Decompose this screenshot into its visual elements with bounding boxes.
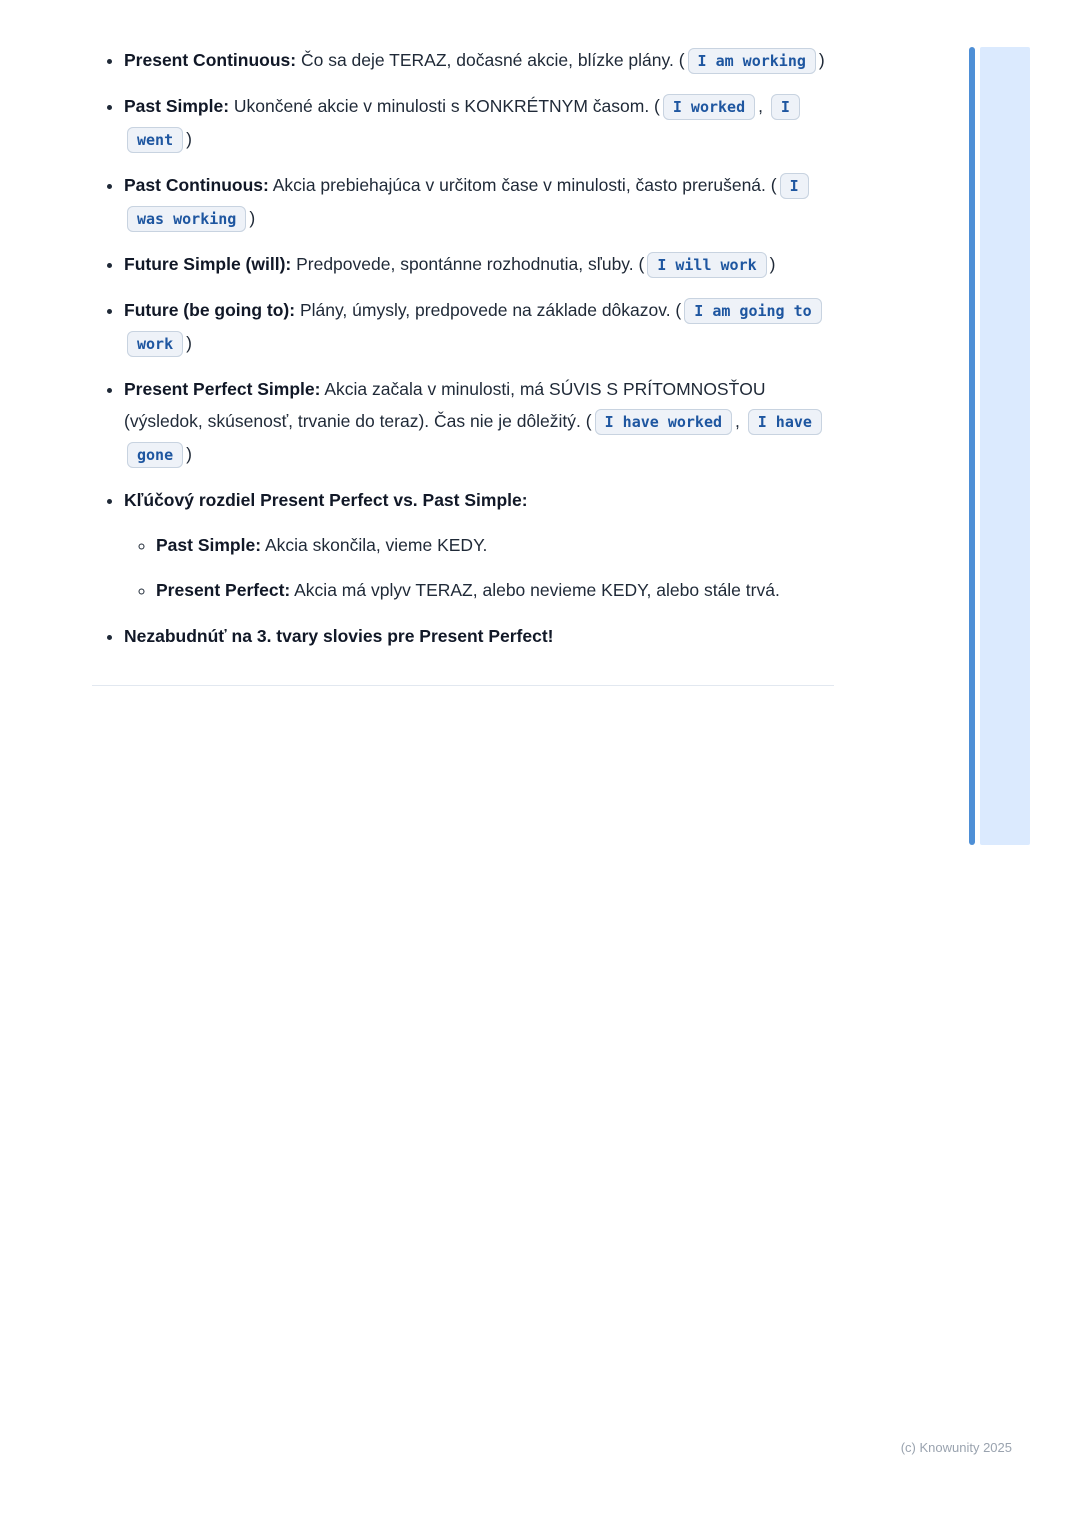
list-item-text: Present Perfect: Akcia má vplyv TERAZ, alebo nevieme KEDY, alebo stále trvá.: [156, 579, 780, 600]
code-chip: I went: [127, 94, 800, 152]
notes-content: [92, 44, 834, 694]
scrollbar-track[interactable]: [980, 47, 1030, 845]
list-item: [156, 529, 834, 561]
bold-label: Kľúčový rozdiel Present Perfect vs. Past Simple:: [124, 490, 528, 511]
bold-label: Past Simple:: [124, 96, 230, 117]
list-item-text: [124, 490, 528, 510]
list-item: [124, 484, 834, 606]
list-item-text: Present Perfect Simple: Akcia začala v minulosti, má SÚVIS S PRÍTOMNOSŤOU (výsledok, skúsenosť, trvanie do teraz). Čas nie je dôležitý. ( I have worked , I have gone ): [124, 379, 825, 464]
code-chip: I have gone: [127, 409, 822, 467]
code-chip: I was working: [127, 173, 809, 231]
list-item: [124, 620, 834, 652]
list-item-text: [124, 626, 554, 646]
bold-label: Future Simple (will):: [124, 253, 292, 274]
list-item-text: Past Simple: Akcia skončila, vieme KEDY.: [156, 534, 488, 555]
bold-label: Nezabudnúť na 3. tvary slovies pre Present Perfect!: [124, 626, 554, 647]
tense-list: [92, 44, 834, 653]
code-chip: I will work: [647, 252, 766, 278]
list-item: [124, 373, 834, 470]
list-item: [124, 90, 834, 155]
list-item-text: Past Continuous: Akcia prebiehajúca v určitom čase v minulosti, často prerušená. ( I was working ): [124, 175, 812, 227]
bold-label: Past Continuous:: [124, 175, 269, 196]
section-divider: [92, 685, 834, 686]
code-chip: I am going to work: [127, 298, 822, 356]
list-item-text: Future Simple (will): Predpovede, spontánne rozhodnutia, sľuby. ( I will work ): [124, 254, 775, 274]
list-item: [124, 169, 834, 234]
list-item: [124, 248, 834, 280]
list-item: [124, 44, 834, 76]
list-item-text: Past Simple: Ukončené akcie v minulosti s KONKRÉTNYM časom. ( I worked , I went ): [124, 96, 803, 148]
bold-label: Present Perfect Simple:: [124, 379, 321, 399]
bold-label: Future (be going to):: [124, 300, 296, 321]
list-item-text: Future (be going to): Plány, úmysly, predpovede na základe dôkazov. ( I am going to work ): [124, 300, 825, 352]
list-item: [156, 574, 834, 606]
bold-label: Present Perfect:: [156, 579, 291, 600]
code-chip: I worked: [663, 94, 755, 120]
sub-list: [124, 529, 834, 607]
copyright-text: (c) Knowunity 2025: [900, 1440, 1012, 1455]
bold-label: Present Continuous:: [124, 50, 297, 70]
list-item: [124, 294, 834, 359]
bold-label: Past Simple:: [156, 534, 262, 555]
code-chip: I have worked: [595, 409, 732, 435]
list-item-text: Present Continuous: Čo sa deje TERAZ, dočasné akcie, blízke plány. ( I am working ): [124, 50, 825, 70]
code-chip: I am working: [688, 48, 816, 74]
scrollbar-thumb[interactable]: [969, 47, 975, 845]
